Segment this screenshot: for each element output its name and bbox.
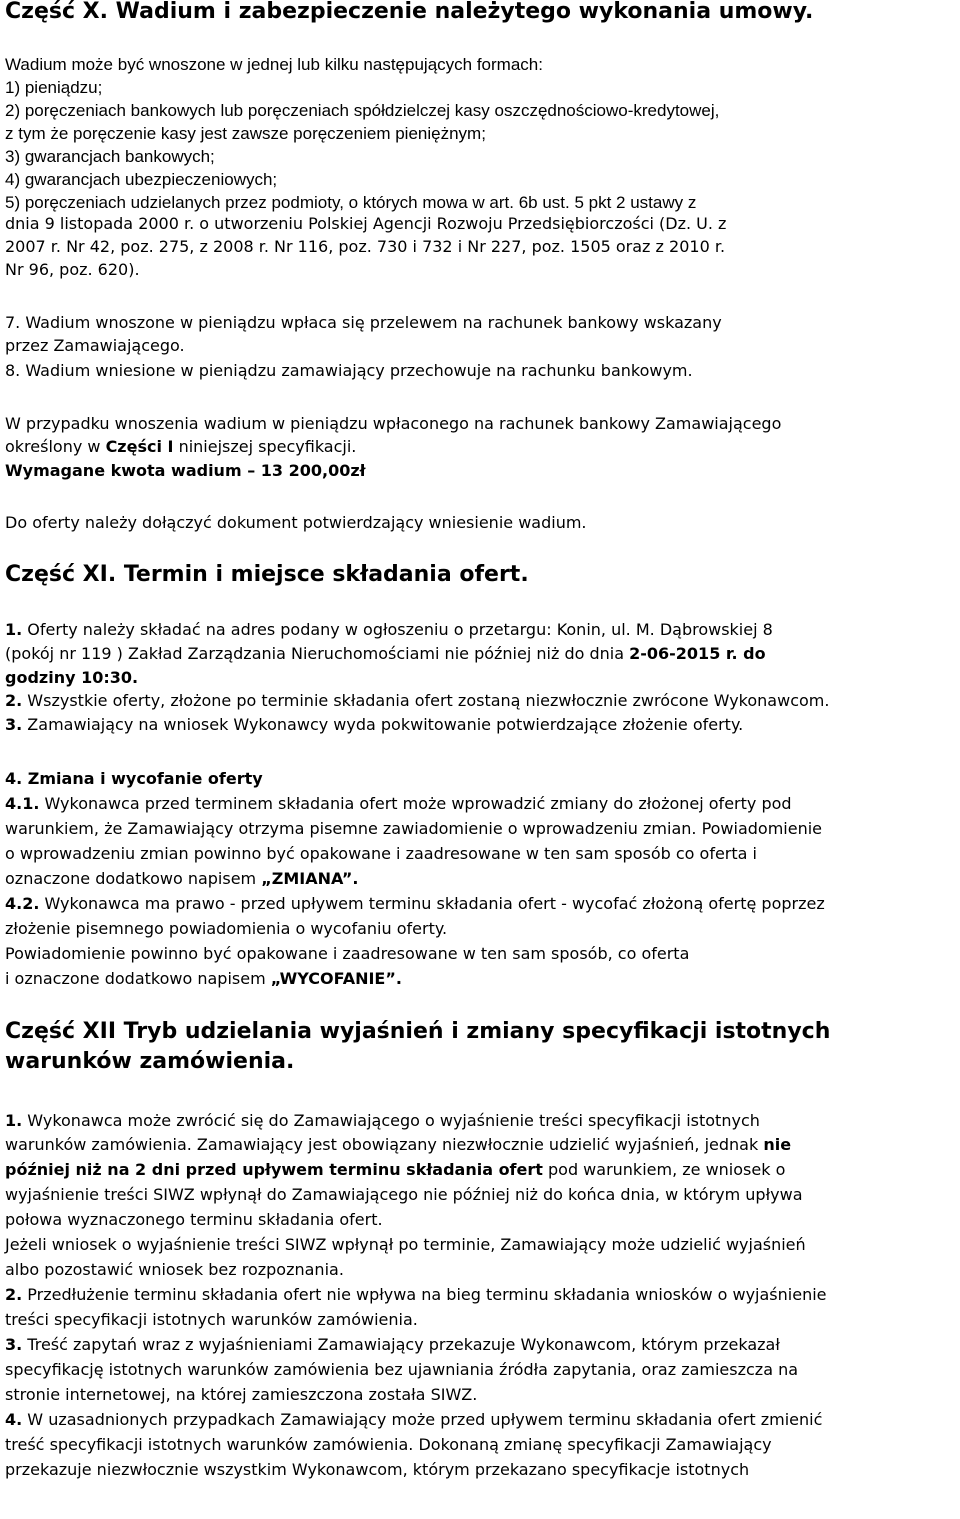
xii-paragraph-1-line: wyjaśnienie treści SIWZ wpłynął do Zamawiającego nie później niż do końca dnia, w którym upływa	[5, 1185, 803, 1204]
xii-paragraph-4-line: przekazuje niezwłocznie wszystkim Wykonawcom, którym przekazano specyfikacje istotnych	[5, 1460, 750, 1479]
xii-paragraph-1-line: albo pozostawić wniosek bez rozpoznania.	[5, 1260, 344, 1279]
section-xii-heading: warunków zamówienia.	[5, 1049, 295, 1074]
transfer-paragraph-line: określony w Części I niniejszej specyfikacji.	[5, 437, 357, 456]
transfer-paragraph-line: W przypadku wnoszenia wadium w pieniądzu wpłaconego na rachunek bankowy Zamawiającego	[5, 414, 782, 433]
xi-paragraph-4-1-line: 4.1. Wykonawca przed terminem składania ofert może wprowadzić zmiany do złożonej oferty pod	[5, 794, 792, 813]
clarification-deadline: później niż na 2 dni przed upływem terminu składania ofert	[5, 1160, 543, 1179]
xi-paragraph-1-line: (pokój nr 119 ) Zakład Zarządzania Nieruchomościami nie później niż do dnia 2-06-2015 r. do	[5, 644, 766, 663]
xii-paragraph-2-line: 2. Przedłużenie terminu składania ofert nie wpływa na bieg terminu składania wniosków o wyjaśnienie	[5, 1285, 827, 1304]
xi-paragraph-4-2-line: 4.2. Wykonawca ma prawo - przed upływem terminu składania ofert - wycofać złożoną ofertę poprzez	[5, 894, 825, 913]
xi-paragraph-2: 2. Wszystkie oferty, złożone po terminie składania ofert zostaną niezwłocznie zwrócone Wykonawcom.	[5, 691, 830, 710]
xi-paragraph-4-1-line: oznaczone dodatkowo napisem „ZMIANA”.	[5, 869, 359, 888]
wadium-form-line: 2) poręczeniach bankowych lub poręczeniach spółdzielczej kasy oszczędnościowo-kredytowej,	[5, 101, 720, 120]
xii-paragraph-3-line: 3. Treść zapytań wraz z wyjaśnieniami Zamawiający przekazuje Wykonawcom, którym przekazał	[5, 1335, 780, 1354]
wadium-form-line: 4) gwarancjach ubezpieczeniowych;	[5, 170, 278, 189]
wadium-form-line: 2007 r. Nr 42, poz. 275, z 2008 r. Nr 116, poz. 730 i 732 i Nr 227, poz. 1505 oraz z 2010 r.	[5, 237, 726, 256]
zmiana-label: „ZMIANA”.	[261, 869, 359, 888]
xi-paragraph-3: 3. Zamawiający na wniosek Wykonawcy wyda pokwitowanie potwierdzające złożenie oferty.	[5, 715, 744, 734]
xii-paragraph-1-line: 1. Wykonawca może zwrócić się do Zamawiającego o wyjaśnienie treści specyfikacji istotnych	[5, 1111, 760, 1130]
wadium-form-line: 3) gwarancjach bankowych;	[5, 147, 215, 166]
xii-paragraph-1-line: połowa wyznaczonego terminu składania ofert.	[5, 1210, 383, 1229]
offer-deadline-time: godziny 10:30.	[5, 668, 139, 687]
xi-paragraph-4-1-line: o wprowadzeniu zmian powinno być opakowane i zaadresowane w ten sam sposób co oferta i	[5, 844, 757, 863]
xi-subheading-4: 4. Zmiana i wycofanie oferty	[5, 769, 263, 788]
section-x-heading: Część X. Wadium i zabezpieczenie należytego wykonania umowy.	[5, 0, 814, 24]
paragraph-7-line: przez Zamawiającego.	[5, 336, 185, 355]
required-wadium-amount: Wymagane kwota wadium – 13 200,00zł	[5, 461, 366, 480]
section-xii-heading: Część XII Tryb udzielania wyjaśnień i zmiany specyfikacji istotnych	[5, 1019, 831, 1044]
wadium-form-line: Nr 96, poz. 620).	[5, 260, 140, 279]
section-xi-heading: Część XI. Termin i miejsce składania ofert.	[5, 562, 529, 587]
xii-paragraph-1-line: warunków zamówienia. Zamawiający jest obowiązany niezwłocznie udzielić wyjaśnień, jednak nie	[5, 1135, 792, 1154]
xi-paragraph-4-1-line: warunkiem, że Zamawiający otrzyma pisemne zawiadomienie o wprowadzeniu zmian. Powiadomienie	[5, 819, 823, 838]
xii-paragraph-1-line: Jeżeli wniosek o wyjaśnienie treści SIWZ wpłynął po terminie, Zamawiający może udzielić wyjaśnień	[5, 1235, 806, 1254]
wadium-form-line: dnia 9 listopada 2000 r. o utworzeniu Polskiej Agencji Rozwoju Przedsiębiorczości (Dz. U. z	[5, 214, 727, 233]
wadium-forms-intro: Wadium może być wnoszone w jednej lub kilku następujących formach:	[5, 55, 543, 74]
xii-paragraph-4-line: 4. W uzasadnionych przypadkach Zamawiający może przed upływem terminu składania ofert zmienić	[5, 1410, 823, 1429]
xi-paragraph-1-line: 1. Oferty należy składać na adres podany w ogłoszeniu o przetargu: Konin, ul. M. Dąbrowskiej 8	[5, 620, 773, 639]
paragraph-8: 8. Wadium wniesione w pieniądzu zamawiający przechowuje na rachunku bankowym.	[5, 361, 693, 380]
xii-paragraph-2-line: treści specyfikacji istotnych warunków zamówienia.	[5, 1310, 418, 1329]
attachment-requirement: Do oferty należy dołączyć dokument potwierdzający wniesienie wadium.	[5, 513, 587, 532]
xi-paragraph-4-2-line: złożenie pisemnego powiadomienia o wycofaniu oferty.	[5, 919, 448, 938]
part-i-reference: Części I	[105, 437, 174, 456]
xii-paragraph-4-line: treść specyfikacji istotnych warunków zamówienia. Dokonaną zmianę specyfikacji Zamawiający	[5, 1435, 772, 1454]
xii-paragraph-1-line: później niż na 2 dni przed upływem terminu składania ofert pod warunkiem, ze wniosek o	[5, 1160, 786, 1179]
xii-paragraph-3-line: stronie internetowej, na której zamieszczona została SIWZ.	[5, 1385, 478, 1404]
offer-deadline: 2-06-2015 r. do	[629, 644, 766, 663]
xi-paragraph-4-2-line: Powiadomienie powinno być opakowane i zaadresowane w ten sam sposób, co oferta	[5, 944, 690, 963]
wadium-form-line: z tym że poręczenie kasy jest zawsze poręczeniem pieniężnym;	[5, 124, 486, 143]
wadium-form-line: 5) poręczeniach udzielanych przez podmioty, o których mowa w art. 6b ust. 5 pkt 2 ustawy z	[5, 193, 697, 212]
xii-paragraph-3-line: specyfikację istotnych warunków zamówienia bez ujawniania źródła zapytania, oraz zamieszcza na	[5, 1360, 799, 1379]
xi-paragraph-4-2-line: i oznaczone dodatkowo napisem „WYCOFANIE”.	[5, 969, 402, 988]
wadium-form-line: 1) pieniądzu;	[5, 78, 103, 97]
paragraph-7-line: 7. Wadium wnoszone w pieniądzu wpłaca się przelewem na rachunek bankowy wskazany	[5, 313, 722, 332]
wycofanie-label: „WYCOFANIE”.	[270, 969, 402, 988]
